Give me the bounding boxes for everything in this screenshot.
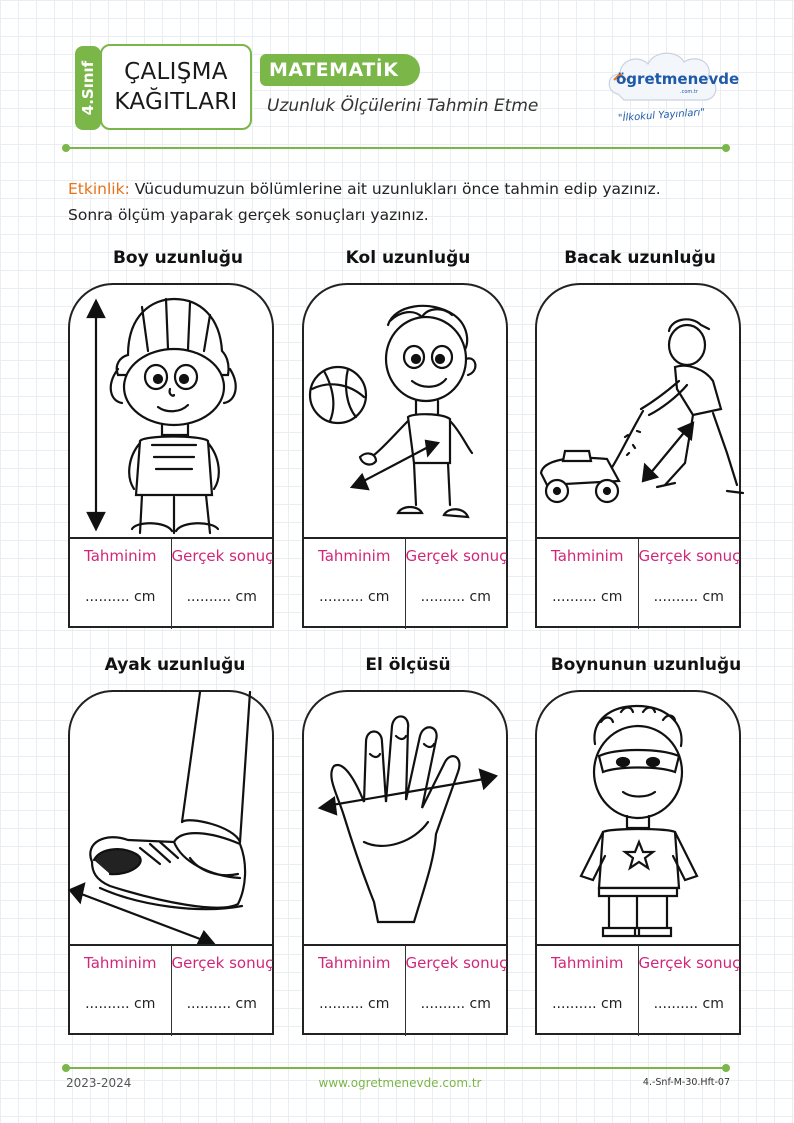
actual-value-field[interactable]: .......... cm [653, 589, 724, 605]
grade-tab [75, 46, 101, 130]
footer-divider [66, 1067, 726, 1069]
actual-column [405, 539, 507, 629]
card-title-foot: Ayak uzunluğu [104, 655, 246, 675]
header-divider [66, 147, 726, 149]
boy-with-ball-illustration [304, 285, 506, 537]
footer-year: 2023-2024 [66, 1076, 132, 1090]
actual-value-field[interactable]: .......... cm [653, 996, 724, 1012]
card-title-leg: Bacak uzunluğu [564, 248, 716, 268]
shoe-illustration [70, 692, 272, 944]
actual-label: Gerçek sonuç [171, 547, 274, 565]
guess-label: Tahminim [318, 954, 391, 972]
guess-value-field[interactable]: .......... cm [319, 996, 390, 1012]
card-foot [68, 690, 274, 1035]
actual-value-field[interactable]: .......... cm [186, 996, 257, 1012]
superhero-boy-illustration [537, 692, 739, 944]
grade-label: 4.Sınıf [79, 60, 97, 116]
card-neck [535, 690, 741, 1035]
logo-name: ögretmenevde [616, 70, 740, 88]
card-leg [535, 283, 741, 628]
actual-label: Gerçek sonuç [171, 954, 274, 972]
actual-column [171, 946, 273, 1036]
measure-row [537, 944, 739, 1036]
actual-label: Gerçek sonuç [638, 547, 741, 565]
measure-row [304, 537, 506, 629]
guess-label: Tahminim [551, 547, 624, 565]
actual-value-field[interactable]: .......... cm [420, 996, 491, 1012]
subject-badge: MATEMATİK [260, 54, 420, 86]
boy-standing-illustration [70, 285, 272, 537]
footer-url-link[interactable]: www.ogretmenevde.com.tr [318, 1076, 482, 1090]
actual-label: Gerçek sonuç [405, 954, 508, 972]
man-mowing-illustration [537, 285, 739, 537]
hand-illustration [304, 692, 506, 944]
guess-value-field[interactable]: .......... cm [552, 996, 623, 1012]
guess-value-field[interactable]: .......... cm [85, 589, 156, 605]
actual-value-field[interactable]: .......... cm [186, 589, 257, 605]
measure-row [70, 944, 272, 1036]
footer-code: 4.-Snf-M-30.Hft-07 [642, 1077, 730, 1088]
card-arm [302, 283, 508, 628]
activity-line-2: Sonra ölçüm yaparak gerçek sonuçları yazınız. [68, 206, 429, 224]
guess-column [304, 946, 405, 1036]
worksheet-title-box [100, 44, 252, 130]
guess-column [537, 539, 638, 629]
guess-column [70, 946, 171, 1036]
measure-row [70, 537, 272, 629]
guess-column [70, 539, 171, 629]
measure-row [537, 537, 739, 629]
guess-label: Tahminim [551, 954, 624, 972]
actual-value-field[interactable]: .......... cm [420, 589, 491, 605]
actual-label: Gerçek sonuç [405, 547, 508, 565]
actual-column [638, 539, 740, 629]
guess-value-field[interactable]: .......... cm [552, 589, 623, 605]
card-title-arm: Kol uzunluğu [345, 248, 471, 268]
activity-instructions [68, 176, 748, 228]
card-height [68, 283, 274, 628]
logo-tagline: "İlkokul Yayınları" [617, 107, 706, 125]
actual-label: Gerçek sonuç [638, 954, 741, 972]
card-title-height: Boy uzunluğu [112, 248, 244, 268]
activity-line-1: Vücudumuzun bölümlerine ait uzunlukları önce tahmin edip yazınız. [134, 180, 661, 198]
actual-column [638, 946, 740, 1036]
guess-label: Tahminim [318, 547, 391, 565]
guess-column [304, 539, 405, 629]
title-line-2: KAĞITLARI [114, 89, 238, 115]
logo-domain: .com.tr [680, 89, 698, 95]
guess-value-field[interactable]: .......... cm [319, 589, 390, 605]
card-title-hand: El ölçüsü [365, 655, 451, 675]
card-title-neck: Boynunun uzunluğu [550, 655, 742, 675]
actual-column [405, 946, 507, 1036]
title-line-1: ÇALIŞMA [124, 59, 228, 85]
card-hand [302, 690, 508, 1035]
worksheet-subtitle: Uzunluk Ölçülerini Tahmin Etme [267, 96, 539, 116]
guess-label: Tahminim [84, 954, 157, 972]
activity-label: Etkinlik: [68, 180, 130, 198]
guess-column [537, 946, 638, 1036]
actual-column [171, 539, 273, 629]
measure-row [304, 944, 506, 1036]
publisher-logo [604, 46, 740, 132]
guess-value-field[interactable]: .......... cm [85, 996, 156, 1012]
guess-label: Tahminim [84, 547, 157, 565]
